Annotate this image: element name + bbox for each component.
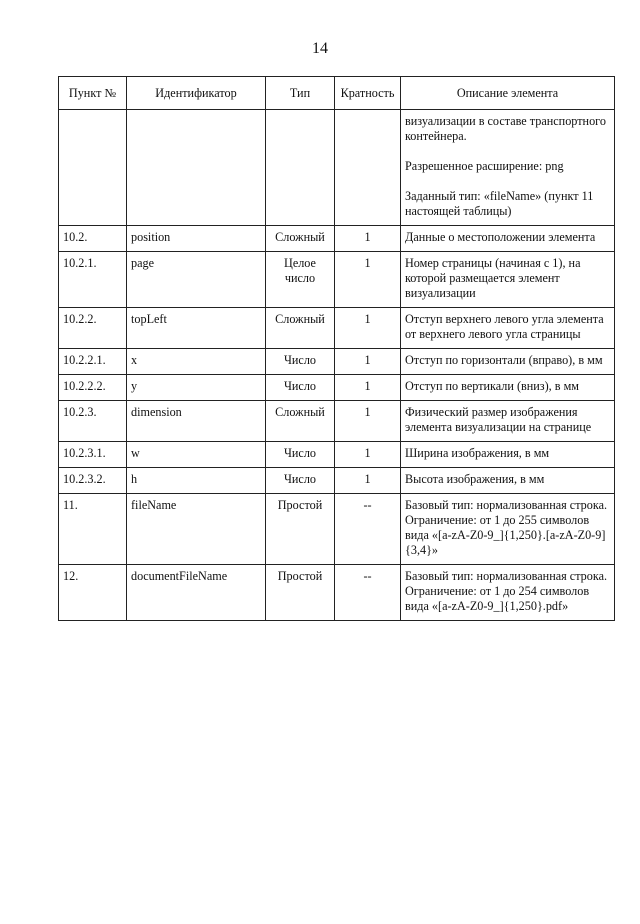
cell-identifier: w: [127, 442, 266, 468]
cell-num: 11.: [59, 494, 127, 565]
cell-num: 10.2.2.2.: [59, 375, 127, 401]
cell-description: [401, 468, 615, 494]
cell-description: [401, 226, 615, 252]
header-type: Тип: [266, 77, 335, 110]
table-row: [59, 226, 615, 252]
description-line: Отступ верхнего левого угла элемента от верхнего левого угла страницы: [405, 312, 604, 341]
cell-multiplicity: 1: [335, 252, 401, 308]
table-row: [59, 494, 615, 565]
description-line: Данные о местоположении элемента: [405, 230, 596, 244]
cell-multiplicity: --: [335, 565, 401, 621]
table-row: [59, 468, 615, 494]
cell-type: Целое число: [266, 252, 335, 308]
cell-num: 10.2.1.: [59, 252, 127, 308]
paragraph-gap: [405, 174, 610, 189]
cell-num: [59, 110, 127, 226]
description-line: Высота изображения, в мм: [405, 472, 545, 486]
cell-multiplicity: 1: [335, 349, 401, 375]
description-line: Физический размер изображения элемента визуализации на странице: [405, 405, 592, 434]
cell-identifier: fileName: [127, 494, 266, 565]
cell-multiplicity: [335, 110, 401, 226]
description-line: Ширина изображения, в мм: [405, 446, 550, 460]
table-row: [59, 375, 615, 401]
cell-multiplicity: 1: [335, 308, 401, 349]
cell-identifier: h: [127, 468, 266, 494]
cell-num: 10.2.: [59, 226, 127, 252]
description-line: Ограничение: от 1 до 255 символов вида «[a-zA-Z0-9_]{1,250}.[a-zA-Z0-9]{3,4}»: [405, 513, 606, 557]
cell-type: Сложный: [266, 226, 335, 252]
cell-type: Число: [266, 349, 335, 375]
table-row: [59, 349, 615, 375]
table-row: [59, 252, 615, 308]
paragraph-gap: [405, 144, 610, 159]
cell-multiplicity: 1: [335, 401, 401, 442]
cell-type: Число: [266, 442, 335, 468]
table-header-row: [59, 77, 615, 110]
table-row: [59, 110, 615, 226]
cell-multiplicity: --: [335, 494, 401, 565]
description-line: Базовый тип: нормализованная строка.: [405, 498, 608, 512]
cell-description: [401, 442, 615, 468]
cell-num: 10.2.3.2.: [59, 468, 127, 494]
header-description: Описание элемента: [401, 77, 615, 110]
description-line: Номер страницы (начиная с 1), на которой размещается элемент визуализации: [405, 256, 581, 300]
description-line: Разрешенное расширение: png: [405, 159, 564, 173]
specification-table: [58, 76, 615, 621]
description-line: Отступ по вертикали (вниз), в мм: [405, 379, 580, 393]
header-identifier: Идентификатор: [127, 77, 266, 110]
header-num: Пункт №: [59, 77, 127, 110]
page-number: 14: [312, 40, 328, 57]
cell-type: Простой: [266, 565, 335, 621]
cell-description: [401, 375, 615, 401]
cell-description: [401, 565, 615, 621]
description-line: визуализации в составе транспортного контейнера.: [405, 114, 606, 143]
cell-type: Число: [266, 375, 335, 401]
cell-type: Сложный: [266, 308, 335, 349]
cell-identifier: x: [127, 349, 266, 375]
cell-description: [401, 494, 615, 565]
table-body: [59, 110, 615, 621]
cell-type: Число: [266, 468, 335, 494]
cell-type: Сложный: [266, 401, 335, 442]
cell-description: [401, 252, 615, 308]
cell-num: 10.2.3.: [59, 401, 127, 442]
cell-identifier: dimension: [127, 401, 266, 442]
description-line: Отступ по горизонтали (вправо), в мм: [405, 353, 603, 367]
table-row: [59, 401, 615, 442]
table-row: [59, 308, 615, 349]
cell-identifier: [127, 110, 266, 226]
cell-multiplicity: 1: [335, 226, 401, 252]
cell-identifier: position: [127, 226, 266, 252]
cell-description: [401, 349, 615, 375]
description-line: Ограничение: от 1 до 254 символов вида «[a-zA-Z0-9_]{1,250}.pdf»: [405, 584, 590, 613]
cell-description: [401, 401, 615, 442]
cell-num: 10.2.2.1.: [59, 349, 127, 375]
cell-identifier: page: [127, 252, 266, 308]
description-line: Базовый тип: нормализованная строка.: [405, 569, 608, 583]
cell-type: [266, 110, 335, 226]
cell-multiplicity: 1: [335, 468, 401, 494]
cell-identifier: y: [127, 375, 266, 401]
cell-identifier: documentFileName: [127, 565, 266, 621]
cell-num: 10.2.2.: [59, 308, 127, 349]
cell-description: [401, 110, 615, 226]
cell-description: [401, 308, 615, 349]
cell-num: 10.2.3.1.: [59, 442, 127, 468]
description-line: Заданный тип: «fileName» (пункт 11 настоящей таблицы): [405, 189, 594, 218]
cell-type: Простой: [266, 494, 335, 565]
cell-identifier: topLeft: [127, 308, 266, 349]
cell-multiplicity: 1: [335, 442, 401, 468]
cell-num: 12.: [59, 565, 127, 621]
cell-multiplicity: 1: [335, 375, 401, 401]
table-row: [59, 442, 615, 468]
header-multiplicity: Кратность: [335, 77, 401, 110]
table-row: [59, 565, 615, 621]
